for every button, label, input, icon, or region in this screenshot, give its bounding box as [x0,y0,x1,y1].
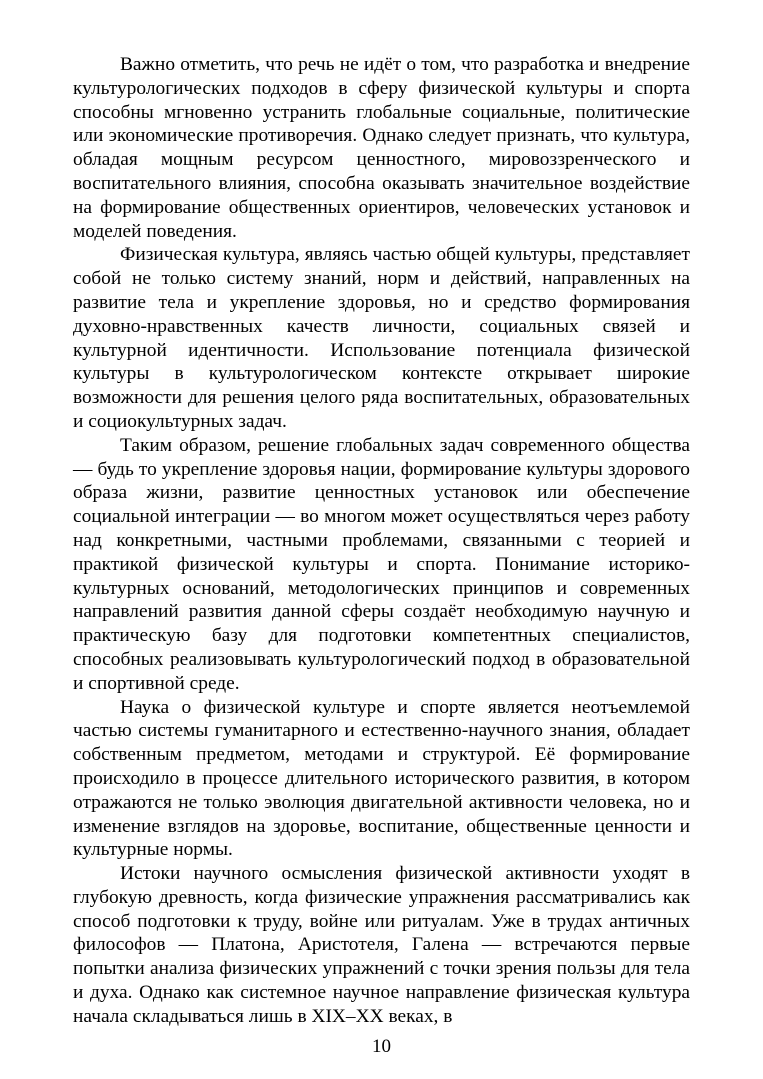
paragraph-1: Важно отметить, что речь не идёт о том, что разработка и внедрение культурологических подходов в сферу физической культуры и спорта способны мгновенно устранить глобальные социальные, политические или экономические противоречия. Однако следует признать, что культура, обладая мощным ресурсом ценностного, мировоззренческого и воспитательного влияния, способна оказывать значительное воздействие на формирование общественных ориентиров, человеческих установок и моделей поведения. [73,54,690,242]
page-number: 10 [372,1036,391,1057]
paragraph-3: Таким образом, решение глобальных задач современного общества — будь то укрепление здоровья нации, формирование культуры здорового образа жизни, развитие ценностных установок или обеспечение социальной интеграции — во многом может осуществляться через работу над конкретными, частными проблемами, связанными с теорией и практикой физической культуры и спорта. Понимание историко-культурных оснований, методологических принципов и современных направлений развития данной сферы создаёт необходимую научную и практическую базу для подготовки компетентных специалистов, способных реализовывать культурологический подход в образовательной и спортивной среде. [73,434,690,694]
paragraph-2: Физическая культура, являясь частью общей культуры, представляет собой не только систему знаний, норм и действий, направленных на развитие тела и укрепление здоровья, но и средство формирования духовно-нравственных качеств личности, социальных связей и культурной идентичности. Использование потенциала физической культуры в культурологическом контексте открывает широкие возможности для решения целого ряда воспитательных, образовательных и социокультурных задач. [73,244,690,432]
paragraph-5: Истоки научного осмысления физической активности уходят в глубокую древность, когда физические упражнения рассматривались как способ подготовки к труду, войне или ритуалам. Уже в трудах античных философов — Платона, Аристотеля, Галена — встречаются первые попытки анализа физических упражнений с точки зрения пользы для тела и духа. Однако как системное научное направление физическая культура начала складываться лишь в XIX–XX веках, в [73,863,690,1027]
body-text [73,53,690,1029]
paragraph-4: Наука о физической культуре и спорте является неотъемлемой частью системы гуманитарного и естественно-научного знания, обладает собственным предметом, методами и структурой. Её формирование происходило в процессе длительного исторического развития, в котором отражаются не только эволюция двигательной активности человека, но и изменение взглядов на здоровье, воспитание, общественные ценности и культурные нормы. [73,696,690,861]
